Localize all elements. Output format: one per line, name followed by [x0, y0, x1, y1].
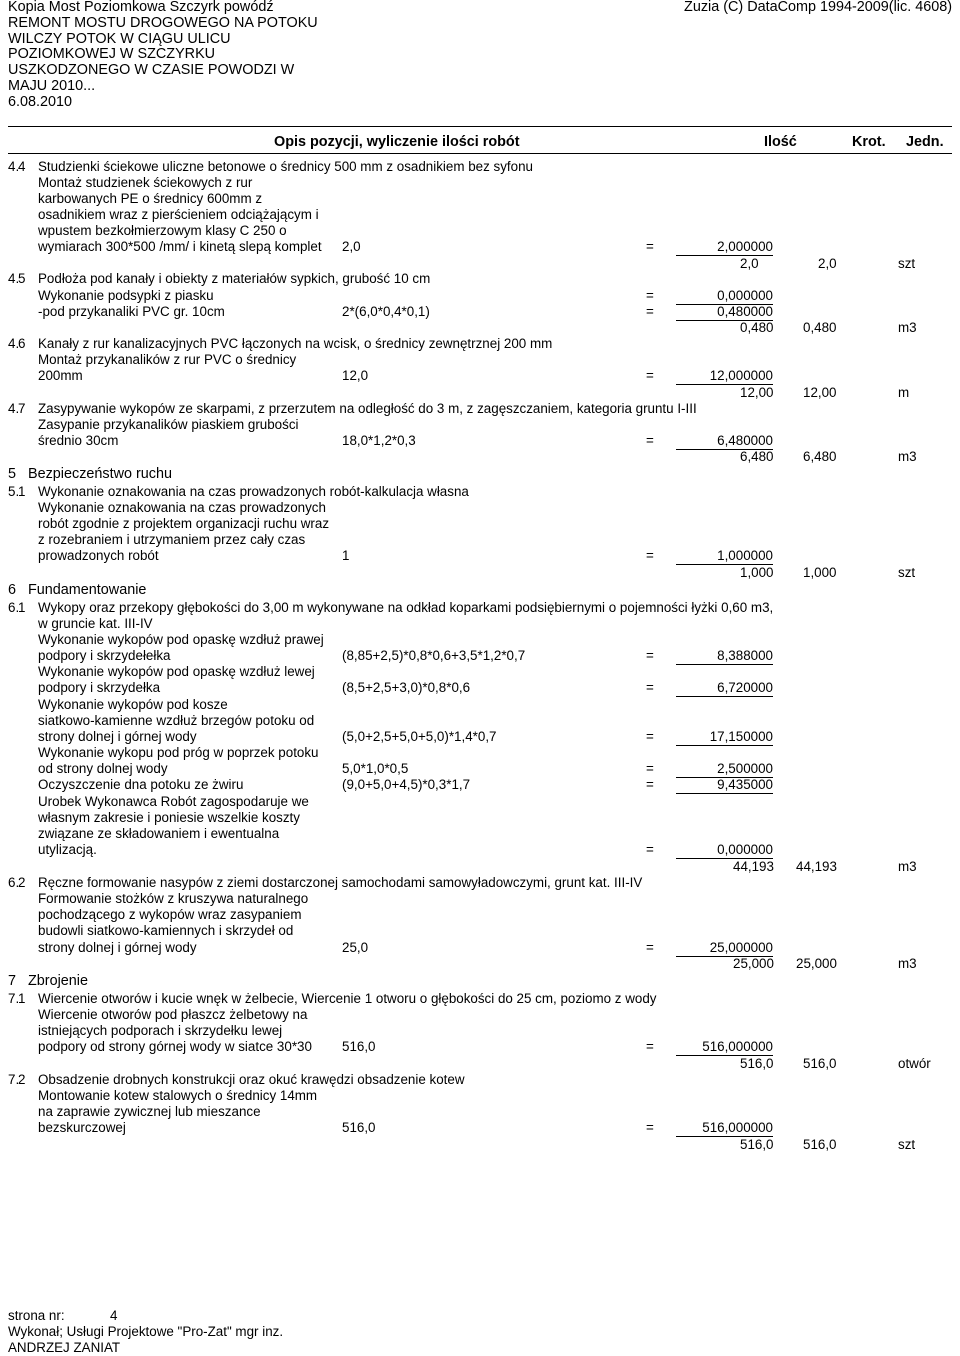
- author-name: ANDRZEJ ZANIAT: [8, 1340, 121, 1355]
- table-cell: 6: [18, 336, 26, 351]
- table-cell: 25,0: [342, 940, 369, 955]
- table-cell: 2,0: [818, 256, 837, 271]
- table-cell: 516,0: [342, 1120, 376, 1135]
- computed-quantity: 2,000000: [676, 239, 773, 256]
- section-heading: 6: [8, 582, 17, 598]
- table-cell: 516,0: [740, 1137, 774, 1152]
- table-cell: =: [646, 842, 654, 857]
- table-cell: 2: [18, 875, 26, 890]
- section-heading: Zbrojenie: [28, 973, 88, 989]
- table-cell: 0,480: [803, 320, 837, 335]
- computed-quantity: 0,000000: [676, 842, 773, 859]
- table-cell: =: [646, 729, 654, 744]
- table-cell: m3: [898, 956, 917, 971]
- software-license: Zuzia (C) DataComp 1994-2009(lic. 4608): [684, 0, 952, 15]
- table-cell: 2,0: [342, 239, 361, 254]
- table-cell: 516,0: [740, 1056, 774, 1071]
- computed-quantity: 12,000000: [676, 368, 773, 385]
- table-cell: =: [646, 433, 654, 448]
- page-number: 4: [110, 1308, 118, 1323]
- computed-quantity: 0,480000: [676, 304, 773, 321]
- table-cell: w gruncie kat. III-IV: [38, 616, 153, 631]
- table-cell: Montowanie kotew stalowych o średnicy 14mm: [38, 1088, 318, 1103]
- table-cell: 1: [342, 548, 350, 563]
- table-cell: =: [646, 777, 654, 792]
- table-cell: 7.: [8, 991, 20, 1006]
- table-cell: Wykonanie podsypki z piasku: [38, 288, 214, 303]
- table-cell: utylizacją.: [38, 842, 97, 857]
- table-cell: strony dolnej i górnej wody: [38, 729, 197, 744]
- table-cell: bezskurczowej: [38, 1120, 126, 1135]
- table-cell: Podłoża pod kanały i obiekty z materiałów sypkich, grubość 10 cm: [38, 271, 431, 286]
- table-cell: Wykonanie oznakowania na czas prowadzonych: [38, 500, 326, 515]
- computed-quantity: 17,150000: [676, 729, 773, 746]
- table-cell: 5: [18, 271, 26, 286]
- table-cell: karbowanych PE o średnicy 600mm z: [38, 191, 263, 206]
- table-cell: =: [646, 288, 654, 303]
- table-cell: =: [646, 680, 654, 695]
- table-cell: strony dolnej i górnej wody: [38, 940, 197, 955]
- table-cell: Studzienki ściekowe uliczne betonowe o średnicy 500 mm z osadnikiem bez syfonu: [38, 159, 533, 174]
- table-cell: 516,0: [803, 1056, 837, 1071]
- table-cell: budowli siatkowo-kamiennych i skrzydeł od: [38, 923, 294, 938]
- table-cell: 4.: [8, 401, 20, 416]
- table-cell: 12,00: [740, 385, 774, 400]
- table-cell: 4.: [8, 159, 20, 174]
- table-cell: =: [646, 239, 654, 254]
- computed-quantity: 516,000000: [676, 1120, 773, 1137]
- table-cell: 4.: [8, 336, 20, 351]
- table-cell: 0,480: [740, 320, 774, 335]
- computed-quantity: 6,720000: [676, 680, 773, 697]
- table-cell: (8,5+2,5+3,0)*0,8*0,6: [342, 680, 471, 695]
- table-cell: m3: [898, 449, 917, 464]
- table-cell: 25,000: [796, 956, 837, 971]
- table-cell: 1: [18, 600, 26, 615]
- table-cell: szt: [898, 565, 916, 580]
- table-cell: Wykonanie oznakowania na czas prowadzonych robót-kalkulacja własna: [38, 484, 469, 499]
- table-cell: Wykonanie wykopów pod opaskę wzdłuż lewej: [38, 664, 315, 679]
- table-cell: Formowanie stożków z kruszywa naturalnego: [38, 891, 309, 906]
- table-cell: Obsadzenie drobnych konstrukcji oraz okuć krawędzi obsadzenie kotew: [38, 1072, 465, 1087]
- computed-quantity: 1,000000: [676, 548, 773, 565]
- computed-quantity: 8,388000: [676, 648, 773, 665]
- page-number-label: strona nr:: [8, 1308, 65, 1323]
- table-cell: 2,0: [740, 256, 759, 271]
- table-cell: prowadzonych robót: [38, 548, 159, 563]
- table-cell: Urobek Wykonawca Robót zagospodaruje we: [38, 794, 309, 809]
- computed-quantity: 516,000000: [676, 1039, 773, 1056]
- table-cell: 18,0*1,2*0,3: [342, 433, 416, 448]
- table-cell: 7.: [8, 1072, 20, 1087]
- computed-quantity: 9,435000: [676, 777, 773, 794]
- header-rule-bottom: [8, 153, 952, 154]
- computed-quantity: 25,000000: [676, 940, 773, 957]
- table-cell: =: [646, 304, 654, 319]
- computed-quantity: 2,500000: [676, 761, 773, 778]
- title-line: MAJU 2010...: [8, 77, 96, 94]
- table-cell: 6.: [8, 875, 20, 890]
- table-cell: 2*(6,0*0,4*0,1): [342, 304, 430, 319]
- title-line: Kopia Most Poziomkowa Szczyrk powódź: [8, 0, 274, 15]
- table-cell: Oczyszczenie dna potoku ze żwiru: [38, 777, 244, 792]
- computed-quantity: 0,000000: [676, 288, 773, 305]
- table-cell: 200mm: [38, 368, 83, 383]
- table-cell: 1,000: [740, 565, 774, 580]
- table-cell: średnio 30cm: [38, 433, 119, 448]
- computed-quantity: 6,480000: [676, 433, 773, 450]
- table-cell: szt: [898, 256, 916, 271]
- section-heading: Fundamentowanie: [28, 582, 147, 598]
- header-rule-top: [8, 126, 952, 127]
- table-cell: istniejących podporach i skrzydełku lewej: [38, 1023, 283, 1038]
- table-cell: 6,480: [740, 449, 774, 464]
- table-cell: robót zgodnie z projektem organizacji ruchu wraz: [38, 516, 330, 531]
- column-header-unit: Jedn.: [906, 134, 944, 150]
- table-cell: (5,0+2,5+5,0+5,0)*1,4*0,7: [342, 729, 497, 744]
- author-line: Wykonał; Usługi Projektowe "Pro-Zat" mgr inz.: [8, 1324, 284, 1339]
- table-cell: 1: [18, 484, 26, 499]
- table-cell: 1,000: [803, 565, 837, 580]
- table-cell: =: [646, 761, 654, 776]
- title-line: WILCZY POTOK W CIĄGU ULICU: [8, 30, 231, 47]
- table-cell: Zasypanie przykanalików piaskiem grubości: [38, 417, 299, 432]
- table-cell: 7: [18, 401, 26, 416]
- table-cell: osadnikiem wraz z pierścieniem odciążającym i: [38, 207, 319, 222]
- table-cell: 516,0: [342, 1039, 376, 1054]
- table-cell: 12,00: [803, 385, 837, 400]
- table-cell: (8,85+2,5)*0,8*0,6+3,5*1,2*0,7: [342, 648, 526, 663]
- table-cell: 4.: [8, 271, 20, 286]
- title-line: USZKODZONEGO W CZASIE POWODZI W: [8, 62, 295, 79]
- table-cell: otwór: [898, 1056, 931, 1071]
- table-cell: 5,0*1,0*0,5: [342, 761, 409, 776]
- table-cell: 6.: [8, 600, 20, 615]
- table-cell: podpory i skrzydełełka: [38, 648, 171, 663]
- document-title: [8, 0, 318, 111]
- table-cell: =: [646, 1039, 654, 1054]
- section-heading: 5: [8, 466, 17, 482]
- table-cell: 12,0: [342, 368, 369, 383]
- table-cell: 4: [18, 159, 26, 174]
- title-line: REMONT MOSTU DROGOWEGO NA POTOKU: [8, 14, 318, 31]
- section-heading: 7: [8, 973, 17, 989]
- table-cell: =: [646, 548, 654, 563]
- table-cell: Wykonanie wykopów pod kosze: [38, 697, 228, 712]
- table-cell: Wiercenie otworów i kucie wnęk w żelbecie, Wiercenie 1 otworu o głębokości do 25 cm, poziomo z wody: [38, 991, 657, 1006]
- table-cell: na zaprawie zywicznej lub mieszance: [38, 1104, 261, 1119]
- table-cell: Montaż przykanalików z rur PVC o średnicy: [38, 352, 297, 367]
- table-cell: Ręczne formowanie nasypów z ziemi dostarczonej samochodami samowyładowczymi, grunt kat. III-IV: [38, 875, 643, 890]
- table-cell: m3: [898, 320, 917, 335]
- title-line: POZIOMKOWEJ W SZCZYRKU: [8, 46, 216, 63]
- table-cell: 25,000: [733, 956, 774, 971]
- table-cell: z rozebraniem i utrzymaniem przez cały czas: [38, 532, 306, 547]
- table-cell: -pod przykanaliki PVC gr. 10cm: [38, 304, 225, 319]
- table-cell: =: [646, 1120, 654, 1135]
- table-cell: 44,193: [733, 859, 774, 874]
- table-cell: Kanały z rur kanalizacyjnych PVC łączonych na wcisk, o średnicy zewnętrznej 200 mm: [38, 336, 553, 351]
- table-cell: Zasypywanie wykopów ze skarpami, z przerzutem na odległość do 3 m, z zagęszczaniem, kategoria gruntu I-III: [38, 401, 697, 416]
- column-header-quantity: Ilość: [764, 134, 797, 150]
- table-cell: własnym zakresie i poniesie wszelkie koszty: [38, 810, 300, 825]
- table-cell: związane ze składowaniem i ewentualna: [38, 826, 280, 841]
- column-header-multiplier: Krot.: [852, 134, 886, 150]
- table-cell: 2: [18, 1072, 26, 1087]
- section-heading: Bezpieczeństwo ruchu: [28, 466, 172, 482]
- table-cell: =: [646, 940, 654, 955]
- table-cell: wymiarach 300*500 /mm/ i kinetą slepą komplet: [38, 239, 322, 254]
- table-cell: podpory od strony górnej wody w siatce 30*30: [38, 1039, 312, 1054]
- table-cell: podpory i skrzydełka: [38, 680, 161, 695]
- table-cell: 516,0: [803, 1137, 837, 1152]
- column-header-description: Opis pozycji, wyliczenie ilości robót: [274, 134, 520, 150]
- table-cell: od strony dolnej wody: [38, 761, 168, 776]
- table-cell: Wykonanie wykopu pod próg w poprzek potoku: [38, 745, 319, 760]
- table-cell: szt: [898, 1137, 916, 1152]
- table-cell: wpustem bezkołmierzowym klasy C 250 o: [38, 223, 287, 238]
- table-cell: 6,480: [803, 449, 837, 464]
- table-cell: (9,0+5,0+4,5)*0,3*1,7: [342, 777, 471, 792]
- table-cell: 1: [18, 991, 26, 1006]
- table-cell: pochodzącego z wykopów wraz zasypaniem: [38, 907, 302, 922]
- table-cell: Wykonanie wykopów pod opaskę wzdłuż prawej: [38, 632, 324, 647]
- title-line: 6.08.2010: [8, 93, 73, 110]
- table-cell: Wiercenie otworów pod płaszcz żelbetowy na: [38, 1007, 308, 1022]
- table-cell: 5.: [8, 484, 20, 499]
- table-cell: 44,193: [796, 859, 837, 874]
- table-cell: =: [646, 368, 654, 383]
- table-cell: Wykopy oraz przekopy głębokości do 3,00 m wykonywane na odkład koparkami podsiębiernymi o pojemności łyżki 0,60 m3,: [38, 600, 774, 615]
- table-cell: Montaż studzienek ściekowych z rur: [38, 175, 253, 190]
- table-cell: m: [898, 385, 910, 400]
- table-cell: siatkowo-kamienne wzdłuż brzegów potoku od: [38, 713, 315, 728]
- table-cell: m3: [898, 859, 917, 874]
- table-cell: =: [646, 648, 654, 663]
